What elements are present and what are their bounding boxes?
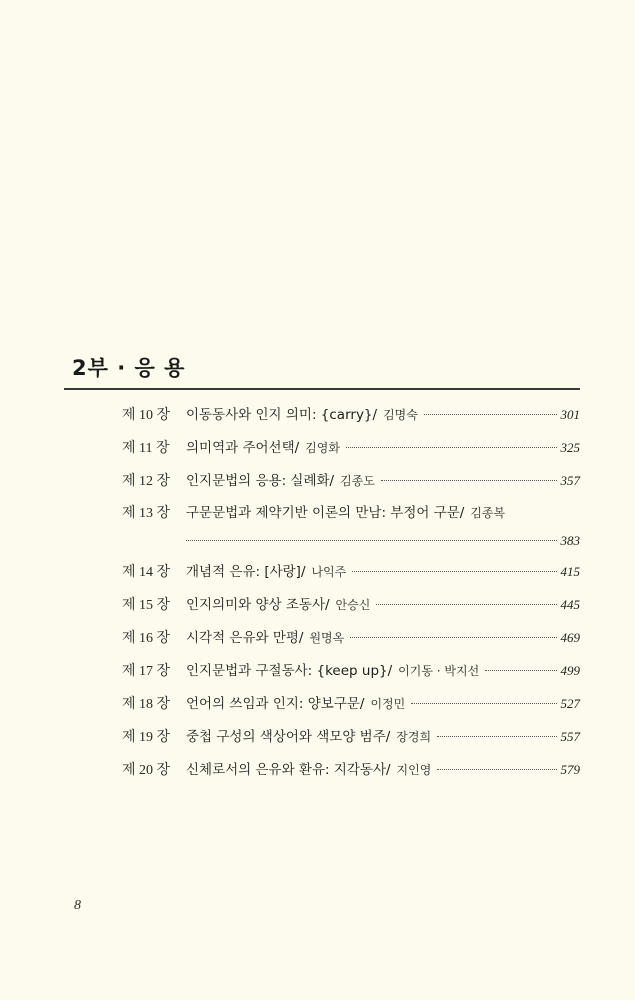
chapter-author: 안승신 [335,598,371,612]
chapter-number: 제 19 장 [122,730,171,745]
chapter-author: 김종도 [340,474,375,488]
chapter-number: 제 14 장 [122,565,171,580]
chapter-page: 579 [560,762,580,777]
chapter-title: 언어의 쓰임과 인지: 양보구문/ [186,696,365,712]
table-of-contents [122,398,580,786]
toc-entry[interactable] [122,720,580,753]
chapter-author: 나익주 [311,565,347,579]
chapter-number: 제 17 장 [122,664,171,679]
chapter-page: 383 [560,533,580,548]
chapter-number: 제 12 장 [122,474,171,489]
dot-leader [424,414,557,415]
chapter-number: 제 11 장 [122,441,170,456]
chapter-number: 제 18 장 [122,697,171,712]
chapter-page: 499 [560,663,580,678]
chapter-author: 김영화 [305,441,340,455]
chapter-number: 제 20 장 [122,763,171,778]
toc-entry[interactable] [122,588,580,621]
chapter-number: 제 10 장 [122,408,171,423]
toc-entry[interactable] [122,753,580,786]
toc-entry[interactable] [122,431,580,464]
chapter-title: 인지문법과 구절동사: {keep up}/ [186,663,393,679]
chapter-author: 원명옥 [309,631,345,645]
chapter-number: 제 13 장 [122,506,171,521]
toc-entry[interactable] [122,687,580,720]
chapter-page: 357 [560,473,580,488]
chapter-number: 제 15 장 [122,598,171,613]
toc-entry[interactable] [122,398,580,431]
chapter-author: 김명숙 [383,408,418,422]
toc-entry[interactable] [122,621,580,654]
dot-leader [437,769,556,770]
chapter-title: 신체로서의 은유와 환유: 지각동사/ [186,762,391,778]
chapter-title: 시각적 은유와 만평/ [186,630,304,646]
chapter-author: 이정민 [370,697,406,711]
chapter-title: 인지의미와 양상 조동사/ [186,597,330,613]
chapter-page: 301 [560,407,580,422]
heading-rule [64,388,580,390]
chapter-title: 이동동사와 인지 의미: {carry}/ [186,407,378,423]
dot-leader [376,604,556,605]
chapter-title: 구문문법과 제약기반 이론의 만남: 부정어 구문/ [186,505,465,521]
chapter-title: 인지문법의 응용: 실례화/ [186,473,335,489]
dot-leader [350,637,556,638]
dot-leader [485,670,556,671]
part-heading: 2부 · 응 용 [72,356,186,380]
chapter-author: 김종복 [470,506,506,520]
chapter-title: 개념적 은유: [사랑]/ [186,564,306,580]
page-number: 8 [74,898,81,913]
chapter-title: 의미역과 주어선택/ [186,440,300,456]
chapter-title: 중첩 구성의 색상어와 색모양 범주/ [186,729,391,745]
chapter-page: 469 [560,630,580,645]
dot-leader [437,736,556,737]
chapter-page: 325 [560,440,580,455]
dot-leader [352,571,556,572]
toc-entry[interactable] [122,464,580,497]
chapter-author: 이기동 · 박지선 [398,664,480,678]
toc-entry[interactable] [122,497,580,555]
chapter-page: 527 [560,696,580,711]
chapter-number: 제 16 장 [122,631,171,646]
dot-leader [186,540,557,541]
dot-leader [381,480,557,481]
chapter-author: 지인영 [396,763,432,777]
chapter-author: 장경희 [396,730,432,744]
toc-entry[interactable] [122,555,580,588]
toc-entry[interactable] [122,654,580,687]
dot-leader [346,447,557,448]
chapter-page: 445 [560,597,580,612]
dot-leader [411,703,556,704]
chapter-page: 415 [560,564,580,579]
chapter-page: 557 [560,729,580,744]
